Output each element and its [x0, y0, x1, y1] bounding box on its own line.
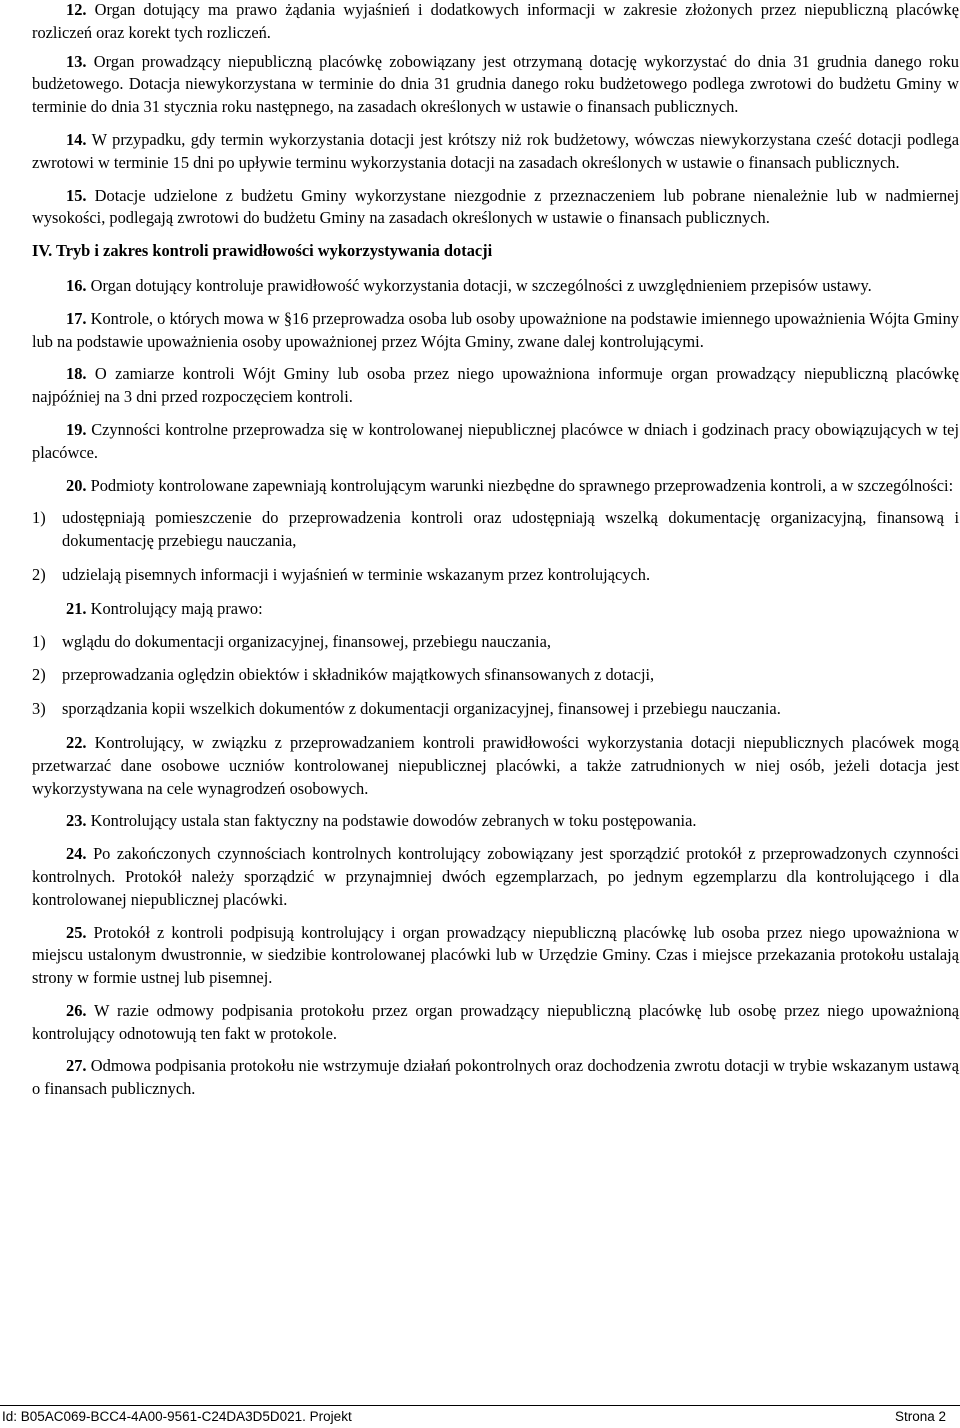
list-item	[32, 631, 959, 654]
paragraph-text: W razie odmowy podpisania protokołu przez organ prowadzący niepubliczną placówkę lub osobę przez niego upoważnioną kontrolujący odnotowują ten fakt w protokole.	[32, 1000, 959, 1043]
paragraph-16	[32, 275, 959, 298]
list-text: sporządzania kopii wszelkich dokumentów z dokumentacji organizacyjnej, finansowej i przebiegu nauczania.	[62, 699, 781, 719]
paragraph-13	[32, 51, 959, 119]
section-number: 15.	[66, 185, 87, 205]
paragraph-text: Kontrolujący, w związku z przeprowadzaniem kontroli prawidłowości wykorzystania dotacji niepublicznych placówek mogą przetwarzać dane osobowe uczniów kontrolowanej niepublicznej placówki, a także zatrudnionych w niej osób, jeżeli dotacja jest wykorzystywana na cele wynagrodzeń osobowych.	[32, 732, 959, 798]
paragraph-text: Organ dotujący ma prawo żądania wyjaśnień i dodatkowych informacji w zakresie złożonych przez niepubliczną placówkę rozliczeń oraz korekt tych rozliczeń.	[32, 0, 959, 42]
paragraph-text: Odmowa podpisania protokołu nie wstrzymuje działań pokontrolnych oraz dochodzenia zwrotu dotacji w trybie wskazanym ustawą o finansach publicznych.	[32, 1056, 959, 1099]
paragraph-25	[32, 922, 959, 990]
section-number: 26.	[66, 1000, 87, 1020]
paragraph-text: Po zakończonych czynnościach kontrolnych kontrolujący zobowiązany jest sporządzić protokół z przeprowadzonych czynności kontrolnych. Protokół należy sporządzić w przynajmniej dwóch egzemplarzach, po jednym egzemplarzu dla kontrolującego i dla kontrolowanej niepublicznej placówki.	[32, 844, 959, 909]
paragraph-22	[32, 732, 959, 800]
section-number: 16.	[66, 275, 87, 295]
list-number: 2)	[32, 665, 46, 685]
list-text: udzielają pisemnych informacji i wyjaśnień w terminie wskazanym przez kontrolujących.	[62, 564, 651, 584]
paragraph-text: Kontrolujący mają prawo:	[90, 598, 263, 618]
paragraph-17	[32, 308, 959, 354]
page-footer	[0, 1405, 960, 1426]
paragraph-18	[32, 363, 959, 409]
paragraph-text: Protokół z kontroli podpisują kontrolujący i organ prowadzący niepubliczną placówkę lub osoba przez niego upoważniona w miejscu ustalonym dwustronnie, w siedzibie kontrolowanej placówki lub w Urzędzie Gminy. Czas i miejsce przekazania protokołu ustalają strony w formie ustnej lub pisemnej.	[32, 922, 959, 988]
list-text: przeprowadzania oględzin obiektów i składników majątkowych sfinansowanych z dotacji,	[62, 665, 655, 685]
paragraph-text: Podmioty kontrolowane zapewniają kontrolującym warunki niezbędne do sprawnego przeprowadzenia kontroli, a w szczególności:	[90, 475, 954, 495]
paragraph-text: Organ prowadzący niepubliczną placówkę zobowiązany jest otrzymaną dotację wykorzystać do dnia 31 grudnia danego roku budżetowego. Dotacja niewykorzystana w terminie do dnia 31 grudnia danego roku budżetowego podlega zwrotowi do budżetu Gminy w terminie do dnia 31 stycznia roku następnego, na zasadach określonych w ustawie o finansach publicznych.	[32, 51, 959, 117]
paragraph-15	[32, 185, 959, 231]
section-number: 13.	[66, 51, 87, 71]
section-number: 12.	[66, 0, 87, 19]
list-number: 1)	[32, 631, 46, 651]
list-item	[32, 698, 959, 721]
paragraph-text: Kontrole, o których mowa w §16 przeprowadza osoba lub osoby upoważnione na podstawie imiennego upoważnienia Wójta Gminy lub na podstawie upoważnienia osoby upoważnionej przez Wójta Gminy, zwane dalej kontrolującymi.	[32, 308, 959, 351]
paragraph-20	[32, 475, 959, 498]
section-number: 27.	[66, 1056, 87, 1076]
section-number: 14.	[66, 129, 87, 149]
document-id: Id: B05AC069-BCC4-4A00-9561-C24DA3D5D021. Projekt	[2, 1409, 352, 1424]
list-text: udostępniają pomieszczenie do przeprowadzenia kontroli oraz udostępniają wszelką dokumentację organizacyjną, finansową i dokumentację przebiegu nauczania,	[62, 508, 959, 551]
section-number: 24.	[66, 844, 87, 864]
section-number: 18.	[66, 364, 87, 384]
paragraph-14	[32, 129, 959, 175]
list-text: wglądu do dokumentacji organizacyjnej, finansowej, przebiegu nauczania,	[62, 631, 551, 651]
section-number: 17.	[66, 308, 87, 328]
document-body	[32, 0, 959, 1111]
section-number: 22.	[66, 732, 87, 752]
section-number: 21.	[66, 598, 87, 618]
section-number: 25.	[66, 922, 87, 942]
page-number: Strona 2	[894, 1409, 946, 1424]
list-item	[32, 564, 959, 587]
section-number: 20.	[66, 475, 87, 495]
section-number: 19.	[66, 419, 87, 439]
section-number: 23.	[66, 811, 87, 831]
paragraph-21	[32, 598, 959, 621]
paragraph-26	[32, 1000, 959, 1046]
paragraph-12	[32, 0, 959, 45]
list-item	[32, 664, 959, 687]
paragraph-text: Kontrolujący ustala stan faktyczny na podstawie dowodów zebranych w toku postępowania.	[90, 811, 697, 831]
paragraph-text: Dotacje udzielone z budżetu Gminy wykorzystane niezgodnie z przeznaczeniem lub pobrane nienależnie lub w nadmiernej wysokości, podlegają zwrotowi do budżetu Gminy na zasadach określonych w ustawie o finansach publicznych.	[32, 185, 959, 228]
list-number: 1)	[32, 508, 46, 528]
paragraph-text: O zamiarze kontroli Wójt Gminy lub osoba przez niego upoważniona informuje organ prowadzący niepubliczną placówkę najpóźniej na 3 dni przed rozpoczęciem kontroli.	[32, 364, 959, 407]
list-item	[32, 507, 959, 553]
paragraph-27	[32, 1055, 959, 1101]
section-heading: IV. Tryb i zakres kontroli prawidłowości wykorzystywania dotacji	[32, 241, 493, 261]
paragraph-19	[32, 419, 959, 465]
paragraph-text: W przypadku, gdy termin wykorzystania dotacji jest krótszy niż rok budżetowy, wówczas niewykorzystana cześć dotacji podlega zwrotowi w terminie 15 dni po upływie terminu wykorzystania dotacji na zasadach określonych w ustawie o finansach publicznych.	[32, 129, 959, 172]
paragraph-23	[32, 810, 959, 833]
list-number: 3)	[32, 699, 46, 719]
list-number: 2)	[32, 564, 46, 584]
paragraph-text: Organ dotujący kontroluje prawidłowość wykorzystania dotacji, w szczególności z uwzględnieniem przepisów ustawy.	[90, 275, 872, 295]
paragraph-24	[32, 843, 959, 911]
paragraph-text: Czynności kontrolne przeprowadza się w kontrolowanej niepublicznej placówce w dniach i godzinach pracy obowiązujących w tej placówce.	[32, 419, 959, 462]
